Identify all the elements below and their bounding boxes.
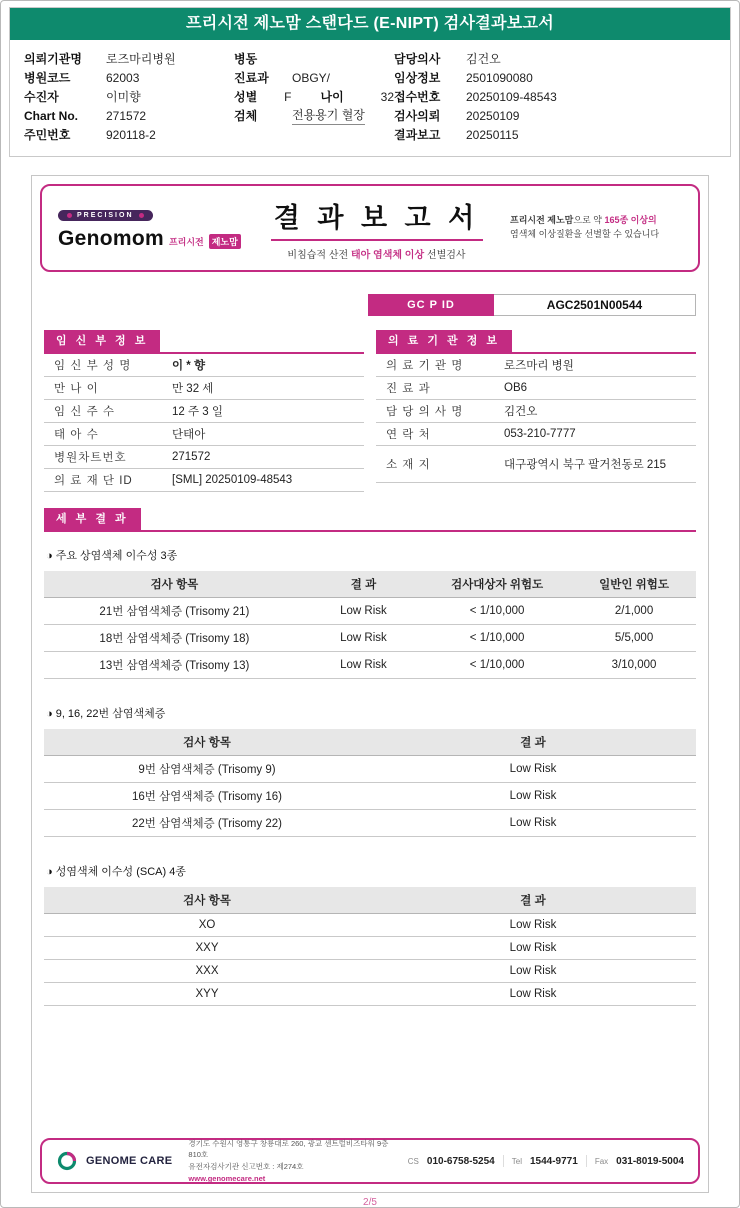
company-name: GENOME CARE <box>86 1155 173 1167</box>
row-label: 소 재 지 <box>386 459 431 472</box>
report-title-block <box>243 196 510 261</box>
fax-number: 031-8019-5004 <box>616 1155 684 1167</box>
tagline-part: 으로 약 <box>573 215 605 226</box>
detail-section-header <box>44 508 696 532</box>
table-row <box>376 446 696 483</box>
row-label: 의 료 기 관 명 <box>386 360 464 373</box>
row-label: 담 당 의 사 명 <box>386 406 464 419</box>
population-risk: 5/5,000 <box>572 625 696 652</box>
table-row <box>44 756 696 783</box>
info-label: 접수번호 <box>394 90 441 104</box>
test-item: 18번 삼염색체증 (Trisomy 18) <box>44 625 305 652</box>
info-value: F <box>284 89 292 104</box>
info-row <box>394 87 716 106</box>
genomom-wordmark: Genomom <box>58 227 164 250</box>
tel-number: 1544-9771 <box>529 1155 578 1167</box>
company-address <box>188 1138 399 1185</box>
result-value: Low Risk <box>305 652 422 679</box>
info-tables <box>44 330 696 492</box>
table-row <box>44 446 364 469</box>
section-heading-trisomy-9-16-22: ◑ 9, 16, 22번 삼염색체증 <box>46 708 166 721</box>
table-header-row <box>44 729 696 756</box>
row-label: 임 신 주 수 <box>54 406 116 419</box>
precision-badge-label: PRECISION <box>77 212 134 219</box>
info-row <box>24 49 234 68</box>
gcpid-label: GC P ID <box>368 294 494 316</box>
row-value: OB6 <box>504 382 528 395</box>
info-row <box>394 49 716 68</box>
row-value: 대구광역시 북구 팔거천동로 215 <box>504 459 667 472</box>
section-badge: 임 신 부 정 보 <box>44 330 160 352</box>
info-row <box>234 87 394 106</box>
row-label: 병원차트번호 <box>54 452 127 465</box>
test-item: XXY <box>44 937 370 960</box>
info-value: 20250115 <box>466 127 519 142</box>
table-row <box>44 914 696 937</box>
table-row <box>44 937 696 960</box>
info-label: 검체 <box>234 109 258 123</box>
info-label: 수진자 <box>24 90 59 104</box>
info-label: 의뢰기관명 <box>24 52 82 66</box>
result-value: Low Risk <box>370 983 696 1006</box>
col-header: 결 과 <box>370 887 696 914</box>
page-number: 2/5 <box>363 1197 377 1208</box>
dot-icon <box>67 213 72 218</box>
tagline-part: 염색체 이상질환을 선별할 수 있습니다 <box>510 229 660 239</box>
tagline-highlight: 165종 이상의 <box>604 215 657 226</box>
table-row <box>376 354 696 377</box>
col-header: 검사대상자 위험도 <box>422 571 572 598</box>
table-row <box>44 810 696 837</box>
info-value: 20250109-48543 <box>466 89 557 104</box>
col-header: 결 과 <box>370 729 696 756</box>
info-row <box>394 68 716 87</box>
info-value: 32 <box>380 89 394 104</box>
report-subtitle <box>243 246 510 261</box>
section-heading-autosome: ◑ 주요 상염색체 이수성 3종 <box>46 550 178 563</box>
subject-risk: < 1/10,000 <box>422 625 572 652</box>
table-row <box>44 354 364 377</box>
table-row <box>44 783 696 810</box>
mother-info-table <box>44 330 364 492</box>
table-header-row <box>44 571 696 598</box>
row-value: [SML] 20250109-48543 <box>172 474 293 487</box>
info-row <box>24 125 234 144</box>
info-label: 나이 <box>320 90 344 104</box>
info-row <box>234 68 394 87</box>
divider <box>586 1155 587 1167</box>
footer-box <box>40 1138 700 1184</box>
table-row <box>44 652 696 679</box>
row-label: 태 아 수 <box>54 429 99 442</box>
result-value: Low Risk <box>370 756 696 783</box>
row-value: 271572 <box>172 451 211 464</box>
table-row <box>44 983 696 1006</box>
tel-label: Tel <box>511 1156 522 1166</box>
result-value: Low Risk <box>305 598 422 625</box>
report-title: 결 과 보 고 서 <box>273 202 480 233</box>
col-header: 일반인 위험도 <box>572 571 696 598</box>
col-header: 검사 항목 <box>44 729 370 756</box>
fax-label: Fax <box>594 1156 609 1166</box>
result-value: Low Risk <box>370 810 696 837</box>
row-label: 만 나 이 <box>54 383 99 396</box>
table-row <box>376 377 696 400</box>
test-item: 21번 삼염색체증 (Trisomy 21) <box>44 598 305 625</box>
col-header: 검사 항목 <box>44 887 370 914</box>
divider <box>503 1155 504 1167</box>
test-item: XO <box>44 914 370 937</box>
section-heading-sca: ◑ 성염색체 이수성 (SCA) 4종 <box>46 866 186 879</box>
logo-korean-genomom: 제노맘 <box>209 234 241 249</box>
section-header <box>376 330 696 354</box>
info-row <box>394 106 716 125</box>
info-row <box>394 125 716 144</box>
info-value: 이미향 <box>106 90 141 104</box>
contact-numbers <box>408 1155 684 1167</box>
table-row <box>44 469 364 492</box>
info-label: 검사의뢰 <box>394 109 441 123</box>
info-value: 2501090080 <box>466 70 533 85</box>
row-label: 진 료 과 <box>386 383 431 396</box>
subject-risk: < 1/10,000 <box>422 652 572 679</box>
address-line1: 경기도 수원시 영통구 창룡대로 260, 광교 센트럴비즈타워 9층 810호 <box>188 1138 389 1160</box>
info-row <box>234 49 394 68</box>
website-link[interactable]: www.genomecare.net <box>188 1173 266 1183</box>
info-label: 임상정보 <box>394 71 441 85</box>
logo-korean-precision: 프리시전 <box>168 237 204 247</box>
result-value: Low Risk <box>370 960 696 983</box>
info-label: 담당의사 <box>394 52 441 66</box>
test-item: 22번 삼염색체증 (Trisomy 22) <box>44 810 370 837</box>
patient-info-col1 <box>24 49 234 144</box>
col-header: 결 과 <box>305 571 422 598</box>
title-underline <box>271 239 483 241</box>
result-value: Low Risk <box>305 625 422 652</box>
table-row <box>44 625 696 652</box>
population-risk: 2/1,000 <box>572 598 696 625</box>
info-label: 주민번호 <box>24 128 71 142</box>
gcpid-value: AGC2501N00544 <box>494 294 696 316</box>
sca-results-table <box>44 887 696 1006</box>
logo-row <box>58 227 243 251</box>
population-risk: 3/10,000 <box>572 652 696 679</box>
info-value: 전용용기 혈장 <box>292 106 365 125</box>
info-label: 병동 <box>234 52 258 66</box>
brand-tagline <box>510 214 682 242</box>
address-line2: 유전자검사기관 신고번호 : 제274호 <box>188 1162 304 1171</box>
genomom-logo <box>58 205 243 251</box>
section-header <box>44 330 364 354</box>
row-label: 임 신 부 성 명 <box>54 360 132 373</box>
row-value: 이 * 향 <box>172 360 206 373</box>
row-value: 단태아 <box>172 429 206 442</box>
row-value: 김건오 <box>504 406 538 419</box>
subject-risk: < 1/10,000 <box>422 598 572 625</box>
info-label: 결과보고 <box>394 128 441 142</box>
subtitle-part: 선별검사 <box>424 249 466 261</box>
autosome-results-table <box>44 571 696 679</box>
row-value: 만 32 세 <box>172 383 214 396</box>
clinic-info-table <box>376 330 696 492</box>
genomecare-logo-icon <box>56 1150 78 1172</box>
row-value: 053-210-7777 <box>504 428 576 441</box>
table-row <box>376 423 696 446</box>
row-value: 로즈마리 병원 <box>504 360 574 373</box>
info-row <box>234 106 394 125</box>
info-value: 271572 <box>106 108 147 123</box>
table-row <box>44 377 364 400</box>
col-header: 검사 항목 <box>44 571 305 598</box>
info-row <box>24 106 234 125</box>
info-label: Chart No. <box>24 108 78 123</box>
document-sheet <box>31 175 709 1193</box>
info-value: 62003 <box>106 70 140 85</box>
report-title-bar: 프리시전 제노맘 스탠다드 (E-NIPT) 검사결과보고서 <box>10 8 730 40</box>
lis-header-box <box>9 7 731 157</box>
test-item: XXX <box>44 960 370 983</box>
cs-label: CS <box>407 1156 419 1166</box>
info-row <box>24 68 234 87</box>
section-badge: 의 료 기 관 정 보 <box>376 330 512 352</box>
info-value: 20250109 <box>466 108 520 123</box>
row-value: 12 주 3 일 <box>172 406 223 419</box>
info-row <box>24 87 234 106</box>
subtitle-part: 비침습적 산전 <box>287 249 351 261</box>
section-badge: 세 부 결 과 <box>44 508 141 530</box>
tagline-part: 프리시전 제노맘 <box>510 215 574 226</box>
gcpid-bar <box>368 294 696 316</box>
subtitle-highlight: 태아 염색체 이상 <box>350 249 425 261</box>
patient-info-col2 <box>234 49 394 144</box>
trisomy-9-16-22-table <box>44 729 696 837</box>
test-item: 13번 삼염색체증 (Trisomy 13) <box>44 652 305 679</box>
patient-info-col3 <box>394 49 716 144</box>
table-row <box>44 423 364 446</box>
result-value: Low Risk <box>370 914 696 937</box>
result-value: Low Risk <box>370 937 696 960</box>
info-label: 병원코드 <box>24 71 71 85</box>
table-row <box>44 598 696 625</box>
info-value: 김건오 <box>466 52 501 66</box>
report-header-box <box>40 184 700 272</box>
info-value: OBGY/ <box>292 70 331 85</box>
row-label: 의 료 재 단 ID <box>54 475 133 488</box>
precision-badge <box>58 210 153 221</box>
patient-info-grid <box>10 40 730 156</box>
test-item: 9번 삼염색체증 (Trisomy 9) <box>44 756 370 783</box>
test-item: 16번 삼염색체증 (Trisomy 16) <box>44 783 370 810</box>
table-row <box>44 960 696 983</box>
info-value: 로즈마리병원 <box>106 52 176 66</box>
table-header-row <box>44 887 696 914</box>
table-row <box>44 400 364 423</box>
info-label: 성별 <box>234 90 258 104</box>
table-row <box>376 400 696 423</box>
info-label: 진료과 <box>234 71 269 85</box>
row-label: 연 락 처 <box>386 429 431 442</box>
info-value: 920118-2 <box>106 127 156 142</box>
result-value: Low Risk <box>370 783 696 810</box>
test-item: XYY <box>44 983 370 1006</box>
dot-icon <box>139 213 144 218</box>
cs-number: 010-6758-5254 <box>426 1155 495 1167</box>
